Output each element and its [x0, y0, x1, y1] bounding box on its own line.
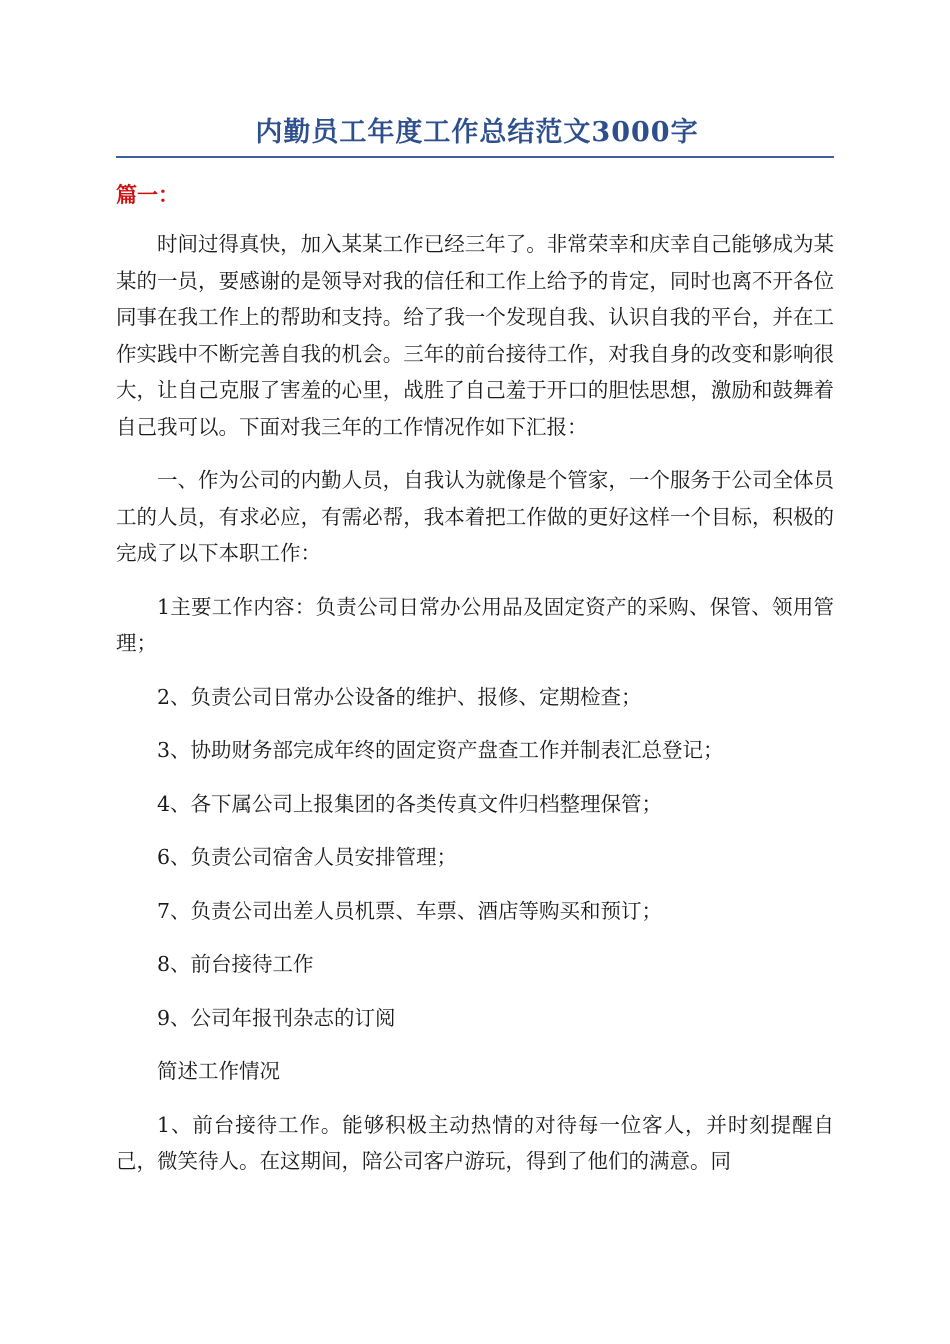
paragraph-item-6: 6、负责公司宿舍人员安排管理；: [157, 845, 458, 869]
paragraph-summary-1: 1、前台接待工作。能够积极主动热情的对待每一位客人，并时刻提醒自己，微笑待人。在这期间，陪公司客户游玩，得到了他们的满意。同: [116, 1112, 834, 1173]
paragraph-duties-intro: 一、作为公司的内勤人员，自我认为就像是个管家，一个服务于公司全体员工的人员，有求必应，有需必帮，我本着把工作做的更好这样一个目标，积极的完成了以下本职工作：: [116, 468, 834, 565]
paragraph-item-3: 3、协助财务部完成年终的固定资产盘查工作并制表汇总登记；: [157, 738, 724, 762]
paragraph-item-9: 9、公司年报刊杂志的订阅: [157, 1005, 396, 1030]
paragraph-item-8: 8、前台接待工作: [157, 952, 314, 976]
document-page: [116, 110, 834, 1180]
paragraph-summary-heading: 简述工作情况: [157, 1059, 280, 1083]
title-underline: [116, 156, 834, 158]
document-title: 内勤员工年度工作总结范文3000字: [255, 117, 699, 148]
paragraph-item-4: 4、各下属公司上报集团的各类传真文件归档整理保管；: [157, 791, 663, 816]
section-heading: 篇一：: [116, 183, 179, 207]
paragraph-intro: 时间过得真快，加入某某工作已经三年了。非常荣幸和庆幸自己能够成为某某的一员，要感谢的是领导对我的信任和工作上给予的肯定，同时也离不开各位同事在我工作上的帮助和支持。给了我一个发现自我、认识自我的平台，并在工作实践中不断完善自我的机会。三年的前台接待工作，对我自身的改变和影响很大，让自己克服了害羞的心里，战胜了自己羞于开口的胆怯思想，激励和鼓舞着自己我可以。下面对我三年的工作情况作如下汇报：: [116, 232, 834, 439]
paragraph-item-1: 1主要工作内容：负责公司日常办公用品及固定资产的采购、保管、领用管理；: [116, 594, 834, 655]
paragraph-item-7: 7、负责公司出差人员机票、车票、酒店等购买和预订；: [157, 898, 663, 923]
paragraph-item-2: 2、负责公司日常办公设备的维护、报修、定期检查；: [157, 684, 642, 709]
